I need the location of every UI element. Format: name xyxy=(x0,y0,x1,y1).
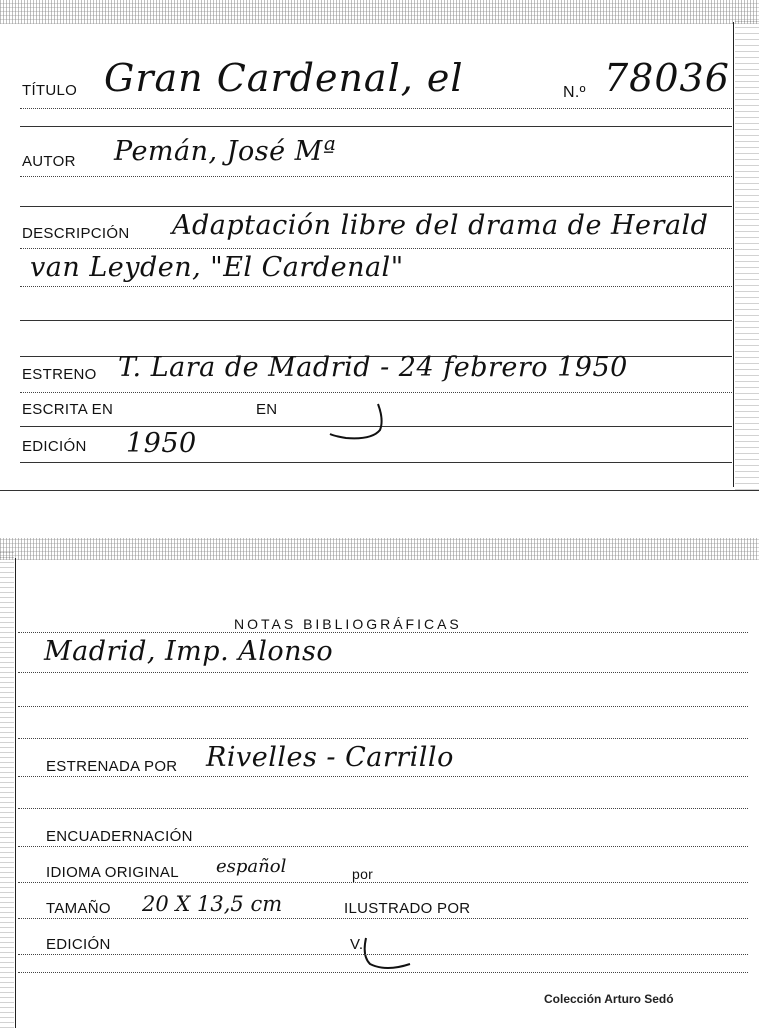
rule xyxy=(20,462,732,463)
rule xyxy=(18,672,748,673)
rule xyxy=(18,706,748,707)
rule xyxy=(20,286,732,287)
rule xyxy=(18,776,748,777)
rule xyxy=(20,108,732,109)
idioma-value: español xyxy=(216,856,287,877)
numero-value: 78036 xyxy=(604,56,730,100)
pen-stroke-mark xyxy=(326,400,396,446)
descripcion-label: DESCRIPCIÓN xyxy=(22,225,130,242)
autor-value: Pemán, José Mª xyxy=(114,136,337,167)
edicion-label: EDICIÓN xyxy=(22,438,87,455)
notas-header: NOTAS BIBLIOGRÁFICAS xyxy=(234,616,462,632)
estrenada-value: Rivelles - Carrillo xyxy=(206,742,454,773)
numero-label: N.º xyxy=(563,84,586,101)
tamano-value: 20 X 13,5 cm xyxy=(142,892,283,916)
rule xyxy=(20,248,732,249)
edicion-value: 1950 xyxy=(126,428,197,459)
rule xyxy=(18,918,748,919)
en-label: EN xyxy=(256,401,278,418)
ilustrado-label: ILUSTRADO POR xyxy=(344,900,471,917)
coleccion-footer: Colección Arturo Sedó xyxy=(544,992,674,1006)
rule xyxy=(20,176,732,177)
estreno-label: ESTRENO xyxy=(22,366,97,383)
idioma-label: IDIOMA ORIGINAL xyxy=(46,864,179,881)
por-label: por xyxy=(352,866,374,882)
scan-noise-top xyxy=(0,538,759,560)
rule xyxy=(18,954,748,955)
rule xyxy=(18,808,748,809)
titulo-label: TÍTULO xyxy=(22,82,78,99)
vol-label: V. xyxy=(350,936,364,953)
scan-edge-right xyxy=(735,20,759,490)
notas-value: Madrid, Imp. Alonso xyxy=(44,636,334,667)
rule xyxy=(18,846,748,847)
rule xyxy=(18,882,748,883)
escrita-label: ESCRITA EN xyxy=(22,401,114,418)
card-front xyxy=(0,0,759,500)
descripcion-line2: van Leyden, "El Cardenal" xyxy=(30,252,404,283)
scan-noise-top xyxy=(0,0,759,24)
estreno-value: T. Lara de Madrid - 24 febrero 1950 xyxy=(118,352,628,383)
rule xyxy=(18,738,748,739)
card-back xyxy=(0,538,759,1028)
card-right-border xyxy=(733,22,734,487)
titulo-value: Gran Cardenal, el xyxy=(104,56,464,100)
rule xyxy=(20,206,732,207)
rule xyxy=(20,392,732,393)
rule xyxy=(18,972,748,973)
edicion-label: EDICIÓN xyxy=(46,936,111,953)
estrenada-label: ESTRENADA POR xyxy=(46,758,178,775)
descripcion-line1: Adaptación libre del drama de Herald xyxy=(172,210,709,241)
rule xyxy=(20,320,732,321)
encuadernacion-label: ENCUADERNACIÓN xyxy=(46,828,193,845)
scan-edge-left xyxy=(0,552,14,1028)
autor-label: AUTOR xyxy=(22,153,76,170)
card-bottom-edge xyxy=(0,490,759,491)
rule xyxy=(20,126,732,127)
tamano-label: TAMAÑO xyxy=(46,900,111,917)
rule xyxy=(18,632,748,633)
card-left-border xyxy=(15,558,16,1028)
